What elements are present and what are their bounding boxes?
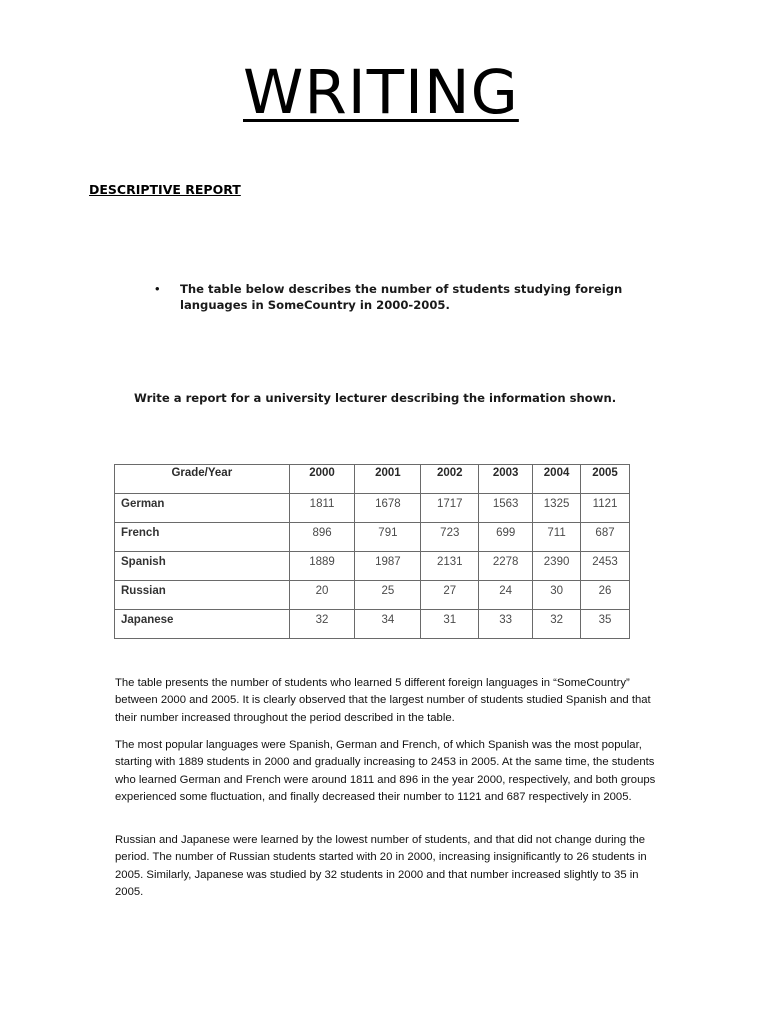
- table-row: [115, 523, 630, 552]
- table-cell: 1325: [533, 494, 581, 523]
- table-row: [115, 494, 630, 523]
- table-header-cell: 2001: [355, 465, 421, 494]
- table-cell: 27: [421, 581, 479, 610]
- table-row: [115, 610, 630, 639]
- table-cell: 30: [533, 581, 581, 610]
- table-row: [115, 581, 630, 610]
- report-paragraph: Russian and Japanese were learned by the lowest number of students, and that did not change during the period. The number of Russian students started with 20 in 2000, increasing insignificantly to 26 students in 2005. Similarly, Japanese was studied by 32 students in 2000 and that number increased slightly to 35 in 2005.: [115, 834, 647, 898]
- table-header-cell: 2004: [533, 465, 581, 494]
- page-title: WRITING: [243, 57, 519, 128]
- table-cell: 33: [479, 610, 533, 639]
- table-cell: 711: [533, 523, 581, 552]
- table-cell: 35: [581, 610, 630, 639]
- bullet-icon: •: [155, 281, 160, 296]
- table-cell: 20: [289, 581, 355, 610]
- table-row-label: Spanish: [115, 552, 290, 581]
- table-row: [115, 552, 630, 581]
- table-cell: 1889: [289, 552, 355, 581]
- table-cell: 2278: [479, 552, 533, 581]
- table-cell: 723: [421, 523, 479, 552]
- table-cell: 34: [355, 610, 421, 639]
- table-cell: 1121: [581, 494, 630, 523]
- table-header-cell: 2005: [581, 465, 630, 494]
- task-instruction: Write a report for a university lecturer describing the information shown.: [134, 391, 617, 405]
- table-cell: 687: [581, 523, 630, 552]
- table-cell: 896: [289, 523, 355, 552]
- table-cell: 24: [479, 581, 533, 610]
- table-cell: 791: [355, 523, 421, 552]
- table-cell: 2390: [533, 552, 581, 581]
- table-cell: 32: [289, 610, 355, 639]
- table-header-cell: 2002: [421, 465, 479, 494]
- table-cell: 25: [355, 581, 421, 610]
- section-heading: DESCRIPTIVE REPORT: [89, 182, 241, 197]
- table-cell: 1987: [355, 552, 421, 581]
- table-cell: 32: [533, 610, 581, 639]
- table-cell: 2131: [421, 552, 479, 581]
- table-cell: 31: [421, 610, 479, 639]
- table-row-label: Japanese: [115, 610, 290, 639]
- report-paragraph: The most popular languages were Spanish, German and French, of which Spanish was the most popular, starting with 1889 students in 2000 and gradually increasing to 2453 in 2005. At the same time, the students who learned German and French were around 1811 and 896 in the year 2000, respectively, and both groups experienced some fluctuation, and finally decreased their number to 1121 and 687 respectively in 2005.: [115, 739, 656, 803]
- table-cell: 2453: [581, 552, 630, 581]
- table-cell: 699: [479, 523, 533, 552]
- table-header-cell: 2000: [289, 465, 355, 494]
- report-paragraph: The table presents the number of students who learned 5 different foreign languages in “SomeCountry” between 2000 and 2005. It is clearly observed that the largest number of students studied Spanish and that their number increased throughout the period described in the table.: [115, 677, 651, 724]
- table-header-row: [115, 465, 630, 494]
- language-students-table: [114, 464, 630, 639]
- table-row-label: French: [115, 523, 290, 552]
- task-description: The table below describes the number of students studying foreign languages in SomeCountry in 2000-2005.: [180, 282, 623, 312]
- table-cell: 26: [581, 581, 630, 610]
- table-cell: 1563: [479, 494, 533, 523]
- table-cell: 1678: [355, 494, 421, 523]
- table-row-label: Russian: [115, 581, 290, 610]
- table-cell: 1717: [421, 494, 479, 523]
- table-header-cell: Grade/Year: [115, 465, 290, 494]
- table-row-label: German: [115, 494, 290, 523]
- table-cell: 1811: [289, 494, 355, 523]
- table-header-cell: 2003: [479, 465, 533, 494]
